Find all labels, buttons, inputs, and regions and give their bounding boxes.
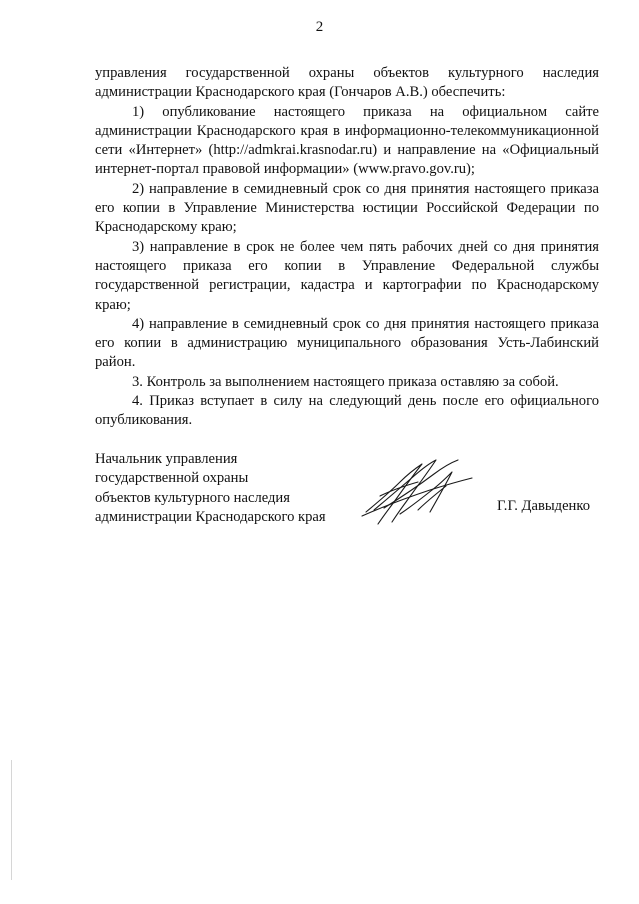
page-number: 2 [315,19,324,35]
document-body [95,64,599,431]
paragraph-control: 3. Контроль за выполнением настоящего приказа оставляю за собой. [132,373,559,390]
signature-title-block [95,450,326,527]
signer-name: Г.Г. Давыденко [497,498,591,514]
paragraph-item-3: 3) направление в срок не более чем пять рабочих дней со дня принятия настоящего приказа его копии в Управление Федеральной службы государственной регистрации, кадастра и картографии по Краснодарскому краю; [95,238,599,313]
signature-title-line: администрации Краснодарского края [95,508,326,525]
paragraph-item-1: 1) опубликование настоящего приказа на официальном сайте администрации Краснодарского края в информационно-телекоммуникационной сети «Интернет» (http://admkrai.krasnodar.ru) и направление на «Официальный интернет-портал правовой информации» (www.pravo.gov.ru); [95,103,599,178]
paragraph-intro: управления государственной охраны объектов культурного наследия администрации Краснодарского края (Гончаров А.В.) обеспечить: [95,65,599,101]
signature-title-line: объектов культурного наследия [95,489,290,506]
paragraph-item-4: 4) направление в семидневный срок со дня принятия настоящего приказа его копии в администрацию муниципального образования Усть-Лабинский район. [95,315,599,371]
paragraph-item-2: 2) направление в семидневный срок со дня принятия настоящего приказа его копии в Управление Министерства юстиции Российской Федерации по Краснодарскому краю; [95,180,599,236]
paragraph-effective: 4. Приказ вступает в силу на следующий день после его официального опубликования. [95,393,599,429]
signature-title-line: государственной охраны [95,470,249,487]
scan-edge-line [11,760,12,880]
handwritten-signature [360,452,476,530]
signature-title-line: Начальник управления [95,451,238,467]
